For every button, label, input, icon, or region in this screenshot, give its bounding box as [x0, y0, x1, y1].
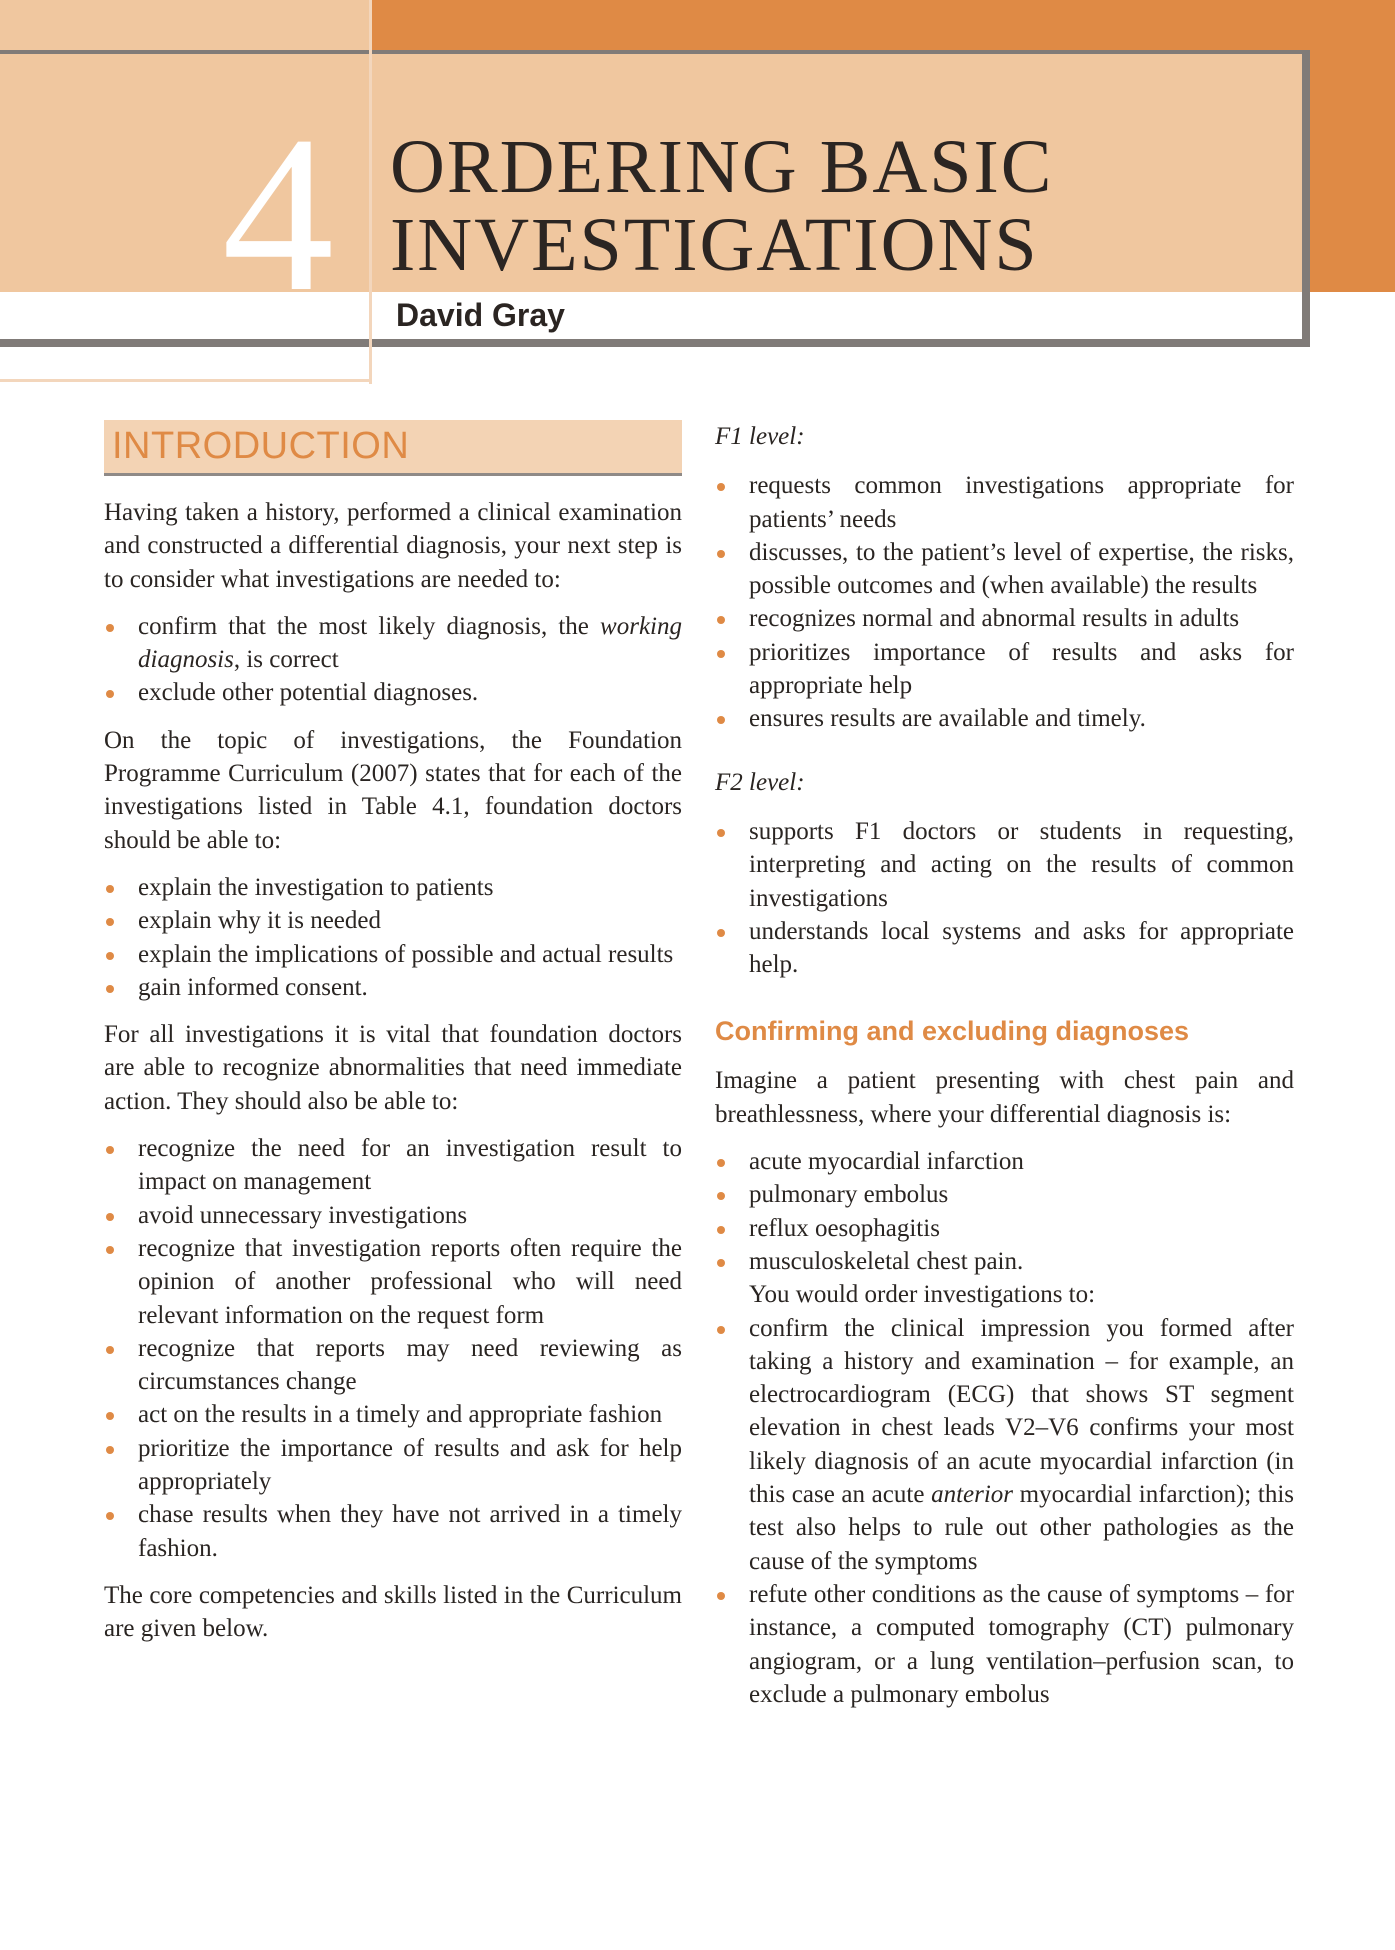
list-item: act on the results in a timely and appropriate fashion [104, 1398, 682, 1431]
list-item: musculoskeletal chest pain. [715, 1245, 1294, 1278]
list-item: recognize that investigation reports often require the opinion of another professional who will need relevant information on the request form [104, 1232, 682, 1332]
chapter-title-line-2: INVESTIGATIONS [390, 203, 1039, 287]
list-item: gain informed consent. [104, 971, 682, 1004]
header-horizontal-rule [0, 379, 372, 382]
list-item: explain why it is needed [104, 904, 682, 937]
author-name: David Gray [396, 297, 565, 333]
chapter-title [390, 125, 1054, 287]
header-peach-strip [0, 0, 372, 54]
f2-level-list [715, 815, 1294, 981]
f1-level-list [715, 469, 1294, 735]
list-item: recognizes normal and abnormal results in adults [715, 602, 1294, 635]
purpose-list [104, 610, 682, 710]
list-item: requests common investigations appropriate for patients’ needs [715, 469, 1294, 536]
recognize-list [104, 1132, 682, 1565]
chapter-title-line-1: ORDERING BASIC [390, 125, 1054, 209]
header-frame-right [1302, 50, 1310, 347]
foundation-skills-list [104, 871, 682, 1004]
chest-pain-paragraph: Imagine a patient presenting with chest pain and breathlessness, where your differential diagnosis is: [715, 1067, 1294, 1128]
f1-level-label: F1 level: [715, 423, 805, 450]
list-item: chase results when they have not arrived in a timely fashion. [104, 1498, 682, 1565]
f2-level-label: F2 level: [715, 768, 805, 796]
list-item: explain the investigation to patients [104, 871, 682, 904]
right-column [715, 420, 1294, 1711]
curriculum-paragraph: On the topic of investigations, the Foundation Programme Curriculum (2007) states that for each of the investigations listed in Table 4.1, foundation doctors should be able to: [104, 726, 682, 854]
abnormalities-paragraph: For all investigations it is vital that foundation doctors are able to recognize abnormalities that need immediate action. They should also be able to: [104, 1021, 682, 1115]
list-item: reflux oesophagitis [715, 1212, 1294, 1245]
differential-diagnosis-list [715, 1145, 1294, 1711]
list-item: exclude other potential diagnoses. [104, 676, 682, 709]
list-item: avoid unnecessary investigations [104, 1199, 682, 1232]
intro-paragraph: Having taken a history, performed a clinical examination and constructed a differential diagnosis, your next step is to consider what investigations are needed to: [104, 499, 682, 593]
header-author-strip [0, 292, 1302, 339]
core-competencies-paragraph: The core competencies and skills listed in the Curriculum are given below. [104, 1581, 682, 1643]
list-item: ensures results are available and timely. [715, 702, 1294, 735]
list-item: prioritizes importance of results and asks for appropriate help [715, 636, 1294, 703]
list-item: confirm the clinical impression you formed after taking a history and examination – for example, an electrocardiogram (ECG) that shows ST segment elevation in chest leads V2–V6 confirms your most likely diagnosis of an acute myocardial infarction (in this case an acute anterior myocardial infarction); this test also helps to rule out other pathologies as the cause of the symptoms [715, 1312, 1294, 1578]
list-item: understands local systems and asks for appropriate help. [715, 915, 1294, 982]
list-item: explain the implications of possible and actual results [104, 938, 682, 971]
list-item: recognize that reports may need reviewing as circumstances change [104, 1332, 682, 1399]
section-heading-introduction: INTRODUCTION [104, 420, 682, 476]
header-frame-bottom [0, 339, 1310, 347]
list-item: confirm that the most likely diagnosis, the working diagnosis, is correct [104, 610, 682, 677]
chapter-number: 4 [222, 90, 334, 338]
left-column [104, 420, 682, 1646]
subheading-confirming-excluding: Confirming and excluding diagnoses [715, 1016, 1190, 1047]
list-item: prioritize the importance of results and ask for help appropriately [104, 1432, 682, 1499]
order-intro: You would order investigations to: [749, 1281, 1096, 1309]
list-item: refute other conditions as the cause of symptoms – for instance, a computed tomography (CT) pulmonary angiogram, or a lung ventilation–perfusion scan, to exclude a pulmonary embolus [715, 1578, 1294, 1711]
list-item: supports F1 doctors or students in requesting, interpreting and acting on the results of common investigations [715, 815, 1294, 915]
header-vertical-rule [369, 0, 372, 384]
list-item: recognize the need for an investigation result to impact on management [104, 1132, 682, 1199]
list-item: discusses, to the patient’s level of expertise, the risks, possible outcomes and (when available) the results [715, 536, 1294, 603]
list-item: acute myocardial infarction [715, 1145, 1294, 1178]
list-item: pulmonary embolus [715, 1178, 1294, 1211]
